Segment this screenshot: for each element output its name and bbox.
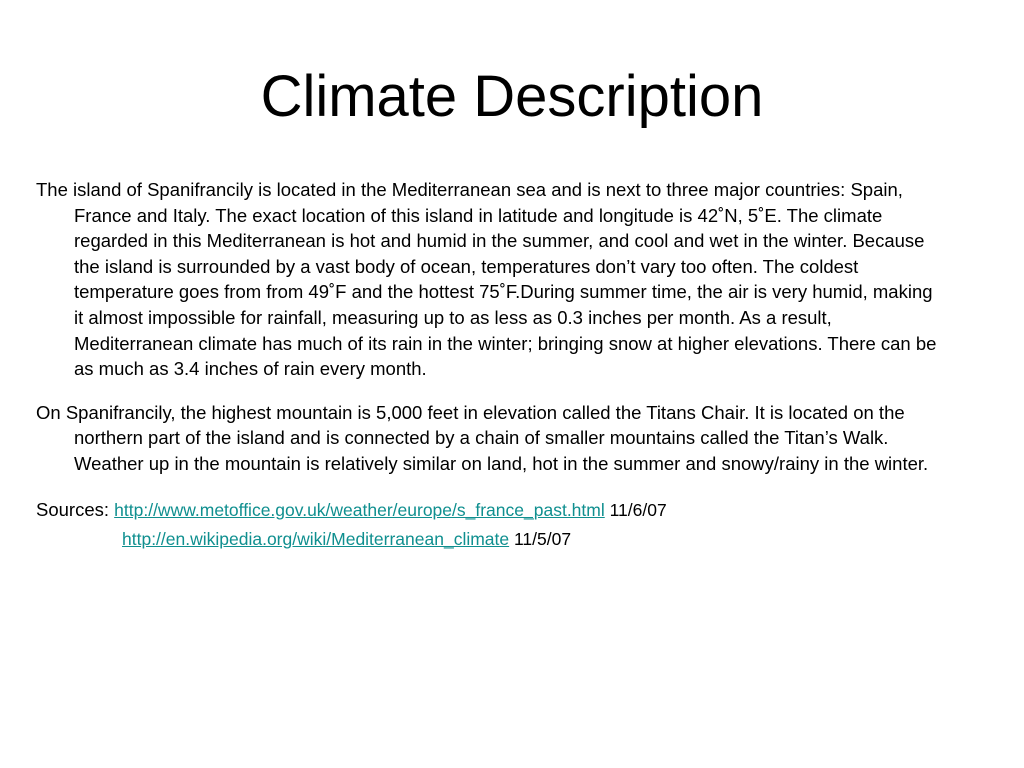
sources-section [36, 495, 941, 553]
paragraph-climate: The island of Spanifrancily is located in the Mediterranean sea and is next to three major countries: Spain, France and Italy. The exact location of this island in latitude and longitude is 42˚N, 5˚E. The climate regarded in this Mediterranean is hot and humid in the summer, and cool and wet in the winter. Because the island is surrounded by a vast body of ocean, temperatures don’t vary too often. The coldest temperature goes from from 49˚F and the hottest 75˚F.During summer time, the air is very humid, making it almost impossible for rainfall, measuring up to as less as 0.3 inches per month. As a result, Mediterranean climate has much of its rain in the winter; bringing snow at higher elevations. There can be as much as 3.4 inches of rain every month. [36, 179, 937, 380]
sources-label: Sources: [36, 498, 115, 520]
slide-title: Climate Description [260, 64, 764, 129]
source-line-2 [36, 524, 941, 553]
source-link-wikipedia[interactable]: http://en.wikipedia.org/wiki/Mediterranean_climate [122, 528, 510, 549]
source-date-1: 11/6/07 [604, 499, 667, 520]
slide-body [36, 177, 941, 553]
source-line-1 [36, 495, 941, 524]
source-date-2: 11/5/07 [509, 528, 572, 549]
source-link-metoffice[interactable]: http://www.metoffice.gov.uk/weather/europe/s_france_past.html [114, 499, 605, 520]
paragraph-mountain: On Spanifrancily, the highest mountain is 5,000 feet in elevation called the Titans Chair. It is located on the northern part of the island and is connected by a chain of smaller mountains called the Titan’s Walk. Weather up in the mountain is relatively similar on land, hot in the summer and snowy/rainy in the winter. [36, 401, 929, 474]
